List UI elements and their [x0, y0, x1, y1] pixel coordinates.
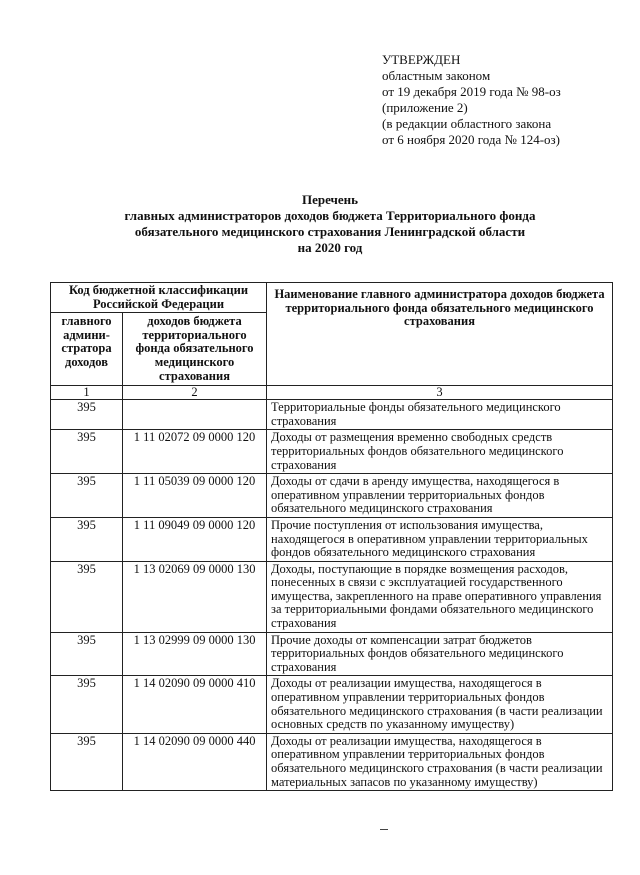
column-number: 3 [267, 386, 613, 400]
revenue-name-cell: Доходы от реализации имущества, находящегося в оперативном управлении территориальных фондов обязательного медицинского страхования (в части реализации материальных запасов по указанному имуществу) [267, 733, 613, 790]
title-line: на 2020 год [297, 240, 363, 255]
column-number: 2 [123, 386, 267, 400]
admin-code-cell: 395 [51, 400, 123, 430]
header-classification-code: Код бюджетной классификации Российской Федерации [51, 283, 267, 313]
scan-mark [380, 829, 388, 830]
revenue-code-cell [123, 400, 267, 430]
admin-code-cell: 395 [51, 474, 123, 518]
admin-code-cell: 395 [51, 517, 123, 561]
table-row [51, 400, 613, 430]
revenue-code-cell: 1 14 02090 09 0000 440 [123, 733, 267, 790]
table-row [51, 561, 613, 632]
title-line: обязательного медицинского страхования Ленинградской области [134, 224, 526, 239]
revenue-name-cell: Доходы от сдачи в аренду имущества, находящегося в оперативном управлении территориальных фондов обязательного медицинского страхования [267, 474, 613, 518]
admin-code-cell: 395 [51, 676, 123, 733]
approval-line: УТВЕРЖДЕН [382, 52, 461, 67]
revenue-code-cell: 1 11 09049 09 0000 120 [123, 517, 267, 561]
revenue-code-cell: 1 13 02069 09 0000 130 [123, 561, 267, 632]
revenue-name-cell: Доходы от реализации имущества, находящегося в оперативном управлении территориальных фондов обязательного медицинского страхования (в части реализации основных средств по указанному имуществу) [267, 676, 613, 733]
approval-stamp [382, 52, 632, 148]
column-numbers-row [51, 386, 613, 400]
admin-code-cell: 395 [51, 561, 123, 632]
revenue-code-cell: 1 14 02090 09 0000 410 [123, 676, 267, 733]
document-title [40, 192, 620, 256]
table-row [51, 430, 613, 474]
administrators-table [50, 282, 613, 791]
approval-line: (в редакции областного закона [382, 116, 552, 131]
revenue-name-cell: Территориальные фонды обязательного медицинского страхования [267, 400, 613, 430]
approval-line: от 6 ноября 2020 года № 124-оз) [382, 132, 561, 147]
approval-line: от 19 декабря 2019 года № 98-оз [382, 84, 561, 99]
title-line: главных администраторов доходов бюджета Территориального фонда [124, 208, 536, 223]
approval-line: (приложение 2) [382, 100, 468, 115]
approval-line: областным законом [382, 68, 491, 83]
table-row [51, 733, 613, 790]
table-row [51, 474, 613, 518]
header-fund-revenue-code: доходов бюджета территориального фонда обязательного медицинского страхования [123, 313, 267, 386]
table-row [51, 517, 613, 561]
table-header-row [51, 283, 613, 313]
admin-code-cell: 395 [51, 632, 123, 676]
revenue-code-cell: 1 11 05039 09 0000 120 [123, 474, 267, 518]
revenue-name-cell: Прочие поступления от использования имущества, находящегося в оперативном управлении территориальных фондов обязательного медицинского страхования [267, 517, 613, 561]
column-number: 1 [51, 386, 123, 400]
admin-code-cell: 395 [51, 733, 123, 790]
table-row [51, 676, 613, 733]
revenue-name-cell: Доходы от размещения временно свободных средств территориальных фондов обязательного медицинского страхования [267, 430, 613, 474]
admin-code-cell: 395 [51, 430, 123, 474]
header-main-administrator: главного админи-стратора доходов [51, 313, 123, 386]
table-row [51, 632, 613, 676]
header-administrator-name: Наименование главного администратора доходов бюджета территориального фонда обязательного медицинского страхования [267, 283, 613, 386]
revenue-code-cell: 1 13 02999 09 0000 130 [123, 632, 267, 676]
revenue-name-cell: Прочие доходы от компенсации затрат бюджетов территориальных фондов обязательного медицинского страхования [267, 632, 613, 676]
revenue-code-cell: 1 11 02072 09 0000 120 [123, 430, 267, 474]
revenue-name-cell: Доходы, поступающие в порядке возмещения расходов, понесенных в связи с эксплуатацией государственного имущества, закрепленного на праве оперативного управления за территориальными фондами обязательного медицинского страхования [267, 561, 613, 632]
title-line: Перечень [301, 192, 359, 207]
